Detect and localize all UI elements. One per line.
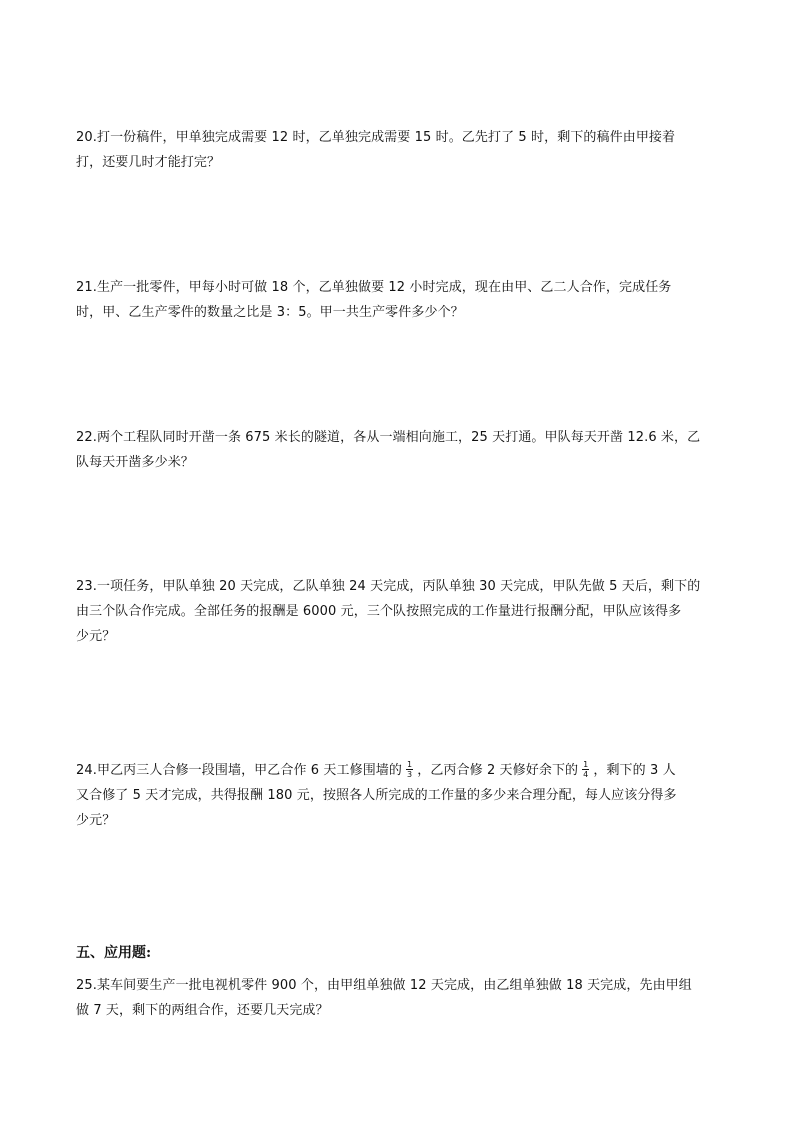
question-20-line-1: 20.打一份稿件，甲单独完成需要 12 时，乙单独完成需要 15 时。乙先打了 5 时，剩下的稿件由甲接着	[76, 130, 676, 145]
fraction-one-quarter-denominator: 4	[583, 770, 589, 779]
question-21	[76, 275, 716, 325]
question-24-text-c: ，剩下的 3 人	[593, 763, 676, 778]
question-22-line-2: 队每天开凿多少米？	[76, 455, 194, 470]
fraction-one-third	[406, 760, 413, 779]
question-24-text-a: 24.甲乙丙三人合修一段围墙，甲乙合作 6 天工修围墙的	[76, 763, 403, 778]
fraction-one-quarter	[582, 760, 589, 779]
fraction-one-quarter-numerator: 1	[583, 760, 589, 769]
question-23-line-2: 由三个队合作完成。全部任务的报酬是 6000 元，三个队按照完成的工作量进行报酬分配，甲队应该得多	[76, 604, 682, 619]
question-25	[76, 973, 716, 1023]
question-24-line-3: 少元？	[76, 813, 116, 828]
question-23	[76, 574, 716, 649]
fraction-one-third-numerator: 1	[407, 760, 413, 769]
question-25-line-2: 做 7 天，剩下的两组合作，还要几天完成？	[76, 1003, 329, 1018]
question-24	[76, 758, 716, 833]
question-23-line-1: 23.一项任务，甲队单独 20 天完成，乙队单独 24 天完成，丙队单独 30 天完成，甲队先做 5 天后，剩下的	[76, 579, 701, 594]
fraction-one-third-denominator: 3	[407, 770, 413, 779]
question-23-line-3: 少元？	[76, 629, 116, 644]
question-21-line-2: 时，甲、乙生产零件的数量之比是 3：5。甲一共生产零件多少个？	[76, 305, 464, 320]
question-24-text-b: ，乙丙合修 2 天修好余下的	[417, 763, 579, 778]
question-21-line-1: 21.生产一批零件，甲每小时可做 18 个，乙单独做要 12 小时完成，现在由甲、乙二人合作，完成任务	[76, 280, 672, 295]
question-22	[76, 425, 716, 475]
question-20-line-2: 打，还要几时才能打完？	[76, 155, 221, 170]
section-title: 五、应用题:	[76, 945, 152, 961]
question-22-line-1: 22.两个工程队同时开凿一条 675 米长的隧道，各从一端相向施工，25 天打通。甲队每天开凿 12.6 米，乙	[76, 430, 701, 445]
question-20	[76, 125, 716, 175]
question-24-line-2: 又合修了 5 天才完成，共得报酬 180 元，按照各人所完成的工作量的多少来合理分配，每人应该分得多	[76, 788, 677, 803]
question-24-line-1	[76, 758, 716, 783]
question-25-line-1: 25.某车间要生产一批电视机零件 900 个，由甲组单独做 12 天完成，由乙组单独做 18 天完成，先由甲组	[76, 978, 692, 993]
